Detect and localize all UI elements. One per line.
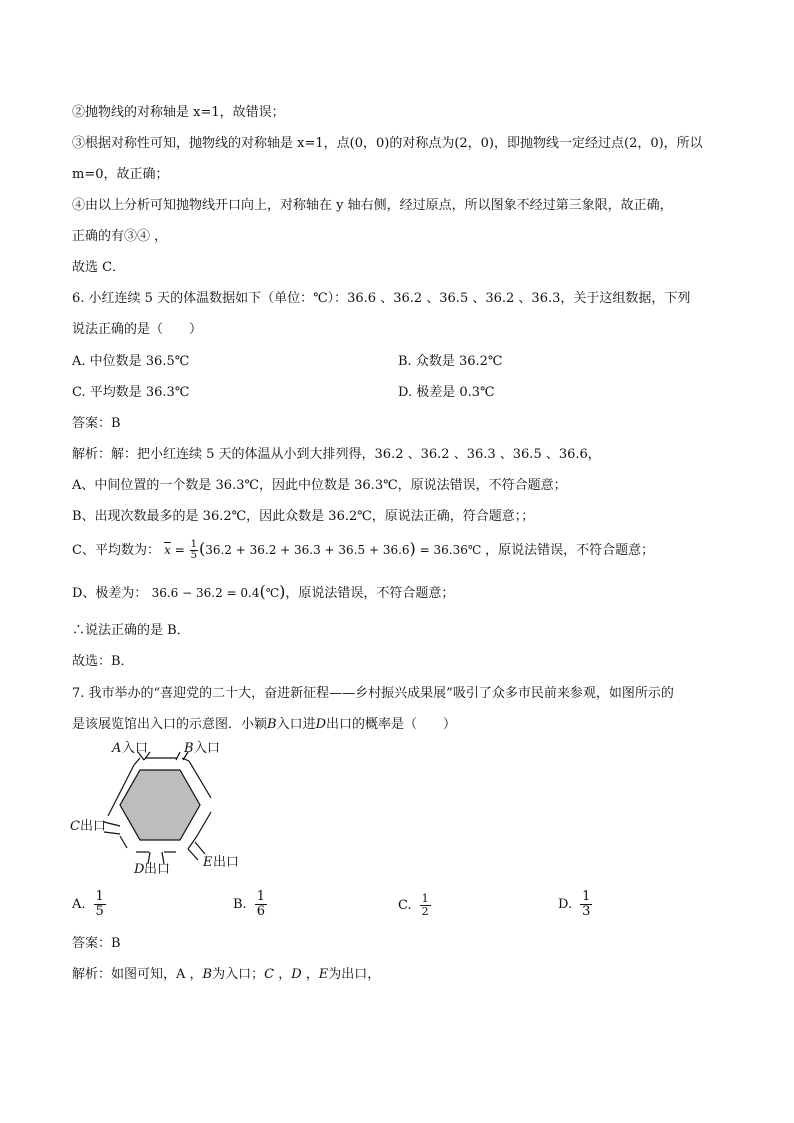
q6-analysis-sort: 解析：解：把小红连续 5 天的体温从小到大排列得，36.2 、36.2 、36.3 、36.5 、36.6， bbox=[72, 447, 601, 462]
label-e-text: 出口 bbox=[213, 855, 240, 870]
q7-analysis-b: B bbox=[202, 967, 213, 982]
q7-analysis bbox=[72, 966, 380, 984]
q7-option-a-letter: A. bbox=[72, 897, 86, 912]
q6-option-d: D. 极差是 0.3℃ bbox=[398, 385, 495, 400]
q6-analysis-d-suffix: ，原说法错误，不符合题意； bbox=[285, 586, 455, 601]
q7-stem-line-1: 7. 我市举办的“喜迎党的二十大，奋进新征程——乡村振兴成果展”吸引了众多市民前来参观，如图所示的 bbox=[72, 686, 674, 701]
q6-stem-line-2: 说法正确的是（ ） bbox=[72, 322, 203, 337]
q7-option-b bbox=[233, 890, 267, 919]
q6-analysis-d: D、极差为： 36.6 − 36.2 = 0.4(℃)，原说法错误，不符合题意； bbox=[72, 582, 455, 601]
label-d-text: 出口 bbox=[144, 862, 171, 877]
q7-analysis-d: C bbox=[264, 967, 275, 982]
q7-stem-text-e: 出口的概率是（ ） bbox=[326, 717, 457, 732]
q7-option-b-letter: B. bbox=[233, 897, 247, 912]
q7-option-c bbox=[398, 893, 431, 918]
q7-option-d-fraction: $\frac{1}{3}$ bbox=[582, 889, 591, 919]
label-d-letter: D bbox=[134, 862, 145, 877]
exhibition-hall-diagram bbox=[64, 738, 254, 878]
label-a-letter: A bbox=[112, 741, 122, 756]
q7-analysis-e: ， bbox=[274, 967, 292, 982]
mean-fraction: $\frac{1}{5}$ bbox=[190, 539, 197, 561]
q7-option-c-letter: C. bbox=[398, 898, 412, 913]
mean-result: = 36.36℃ bbox=[419, 543, 482, 557]
q7-analysis-c: 为入口； bbox=[212, 967, 265, 982]
q7-analysis-i: 为出口， bbox=[328, 967, 381, 982]
mean-expression: 36.2 + 36.2 + 36.3 + 36.5 + 36.6 bbox=[205, 543, 410, 557]
q7-answer: 答案：B bbox=[72, 936, 121, 951]
q7-stem-b: B bbox=[267, 717, 277, 732]
q6-analysis-c-suffix: ，原说法错误，不符合题意； bbox=[485, 543, 655, 558]
q6-stem-line-1: 6. 小红连续 5 天的体温数据如下（单位：℃）：36.6 、36.2 、36.5 、36.2 、36.3，关于这组数据，下列 bbox=[72, 291, 691, 306]
range-unit: ℃ bbox=[265, 586, 280, 600]
label-c-text: 出口 bbox=[80, 819, 107, 834]
q7-stem-text-a: 是该展览馆出入口的示意图．小颖 bbox=[72, 717, 268, 732]
q6-answer: 答案：B bbox=[72, 416, 121, 431]
mean-equals: = bbox=[174, 543, 185, 557]
solution-line-3: ③根据对称性可知，抛物线的对称轴是 x=1，点(0，0)的对称点为(2，0)，即抛物线一定经过点(2，0)，所以 bbox=[72, 136, 703, 151]
mean-symbol: $\overline{x}$ bbox=[164, 543, 171, 557]
q6-analysis-b: B、出现次数最多的是 36.2℃，因此众数是 36.2℃，原说法正确，符合题意；； bbox=[72, 509, 535, 524]
q6-option-b: B. 众数是 36.2℃ bbox=[398, 354, 503, 369]
q7-stem-d: D bbox=[315, 717, 327, 732]
label-e-letter: E bbox=[203, 855, 213, 870]
q6-analysis-d-prefix: D、极差为： bbox=[72, 586, 148, 601]
q7-analysis-g: ， bbox=[301, 967, 319, 982]
q6-analysis-c: C、平均数为： $\overline{x}$ = $\frac{1}{5}$ (36.2 + 36.2 + 36.3 + 36.5 + 36.6) = 36.36℃ ，原说法错误，不符合题意； bbox=[72, 539, 655, 561]
hall-inner-hexagon bbox=[120, 770, 200, 840]
q6-option-a: A. 中位数是 36.5℃ bbox=[72, 354, 190, 369]
q7-stem-line-2 bbox=[72, 716, 456, 734]
q7-option-a-fraction: $\frac{1}{5}$ bbox=[95, 889, 104, 919]
q7-option-d bbox=[558, 890, 592, 919]
q7-option-b-fraction: $\frac{1}{6}$ bbox=[256, 889, 265, 919]
range-expression: 36.6 − 36.2 = 0.4 bbox=[151, 586, 260, 600]
label-b-letter: B bbox=[184, 741, 194, 756]
q6-option-c: C. 平均数是 36.3℃ bbox=[72, 385, 190, 400]
solution-correct: 正确的有③④ ， bbox=[72, 229, 168, 244]
q7-analysis-h: E bbox=[318, 967, 329, 982]
q6-choice: 故选：B． bbox=[72, 654, 134, 669]
solution-line-4: ④由以上分析可知抛物线开口向上，对称轴在 y 轴右侧，经过原点，所以图象不经过第三象限，故正确， bbox=[72, 198, 673, 213]
q7-option-d-letter: D. bbox=[558, 897, 573, 912]
label-b-text: 入口 bbox=[194, 741, 221, 756]
solution-choice: 故选 C． bbox=[72, 260, 126, 275]
q7-option-c-fraction: $\frac{1}{2}$ bbox=[421, 892, 429, 918]
q7-analysis-f: D bbox=[291, 967, 302, 982]
q7-option-a bbox=[72, 890, 106, 919]
solution-line-2: ②抛物线的对称轴是 x=1，故错误； bbox=[72, 105, 285, 120]
q6-analysis-c-prefix: C、平均数为： bbox=[72, 543, 160, 558]
q7-analysis-a: 解析：如图可知，A ， bbox=[72, 967, 203, 982]
solution-line-3-cont: m=0，故正确； bbox=[72, 167, 169, 182]
label-c-letter: C bbox=[70, 819, 80, 834]
q6-analysis-a: A、中间位置的一个数是 36.3℃，因此中位数是 36.3℃，原说法错误，不符合题意； bbox=[72, 478, 567, 493]
q7-stem-text-c: 入口进 bbox=[276, 717, 316, 732]
label-a-text: 入口 bbox=[122, 741, 149, 756]
q6-conclusion: ∴说法正确的是 B． bbox=[72, 623, 190, 638]
